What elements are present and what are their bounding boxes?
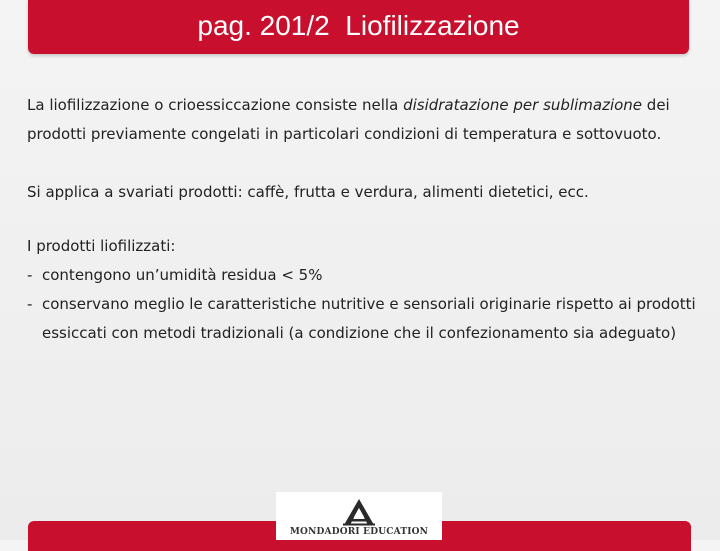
applications-paragraph: Si applica a svariati prodotti: caffè, frutta e verdura, alimenti dietetici, ecc. (27, 183, 589, 201)
publisher-logo (276, 492, 442, 540)
list-item-text: conservano meglio le caratteristiche nutritive e sensoriali originarie rispetto ai prodotti essiccati con metodi tradizionali (a condizione che il confezionamento sia adeguato) (42, 295, 696, 342)
list-item (27, 261, 697, 290)
bullet-dash: - (27, 295, 33, 313)
list-heading: I prodotti liofilizzati: (27, 237, 176, 255)
intro-emphasis: disidratazione per sublimazione (403, 96, 643, 114)
mondadori-logo-icon (341, 498, 377, 526)
page-title: pag. 201/2 Liofilizzazione (197, 10, 520, 41)
spacer (27, 149, 697, 178)
list-item (27, 290, 697, 348)
intro-text-end: dei prodotti previamente congelati in particolari condizioni di temperatura e sottovuoto. (27, 96, 670, 143)
intro-text-start: La liofilizzazione o crioessiccazione consiste nella (27, 96, 404, 114)
list-item-text: contengono un’umidità residua < 5% (42, 266, 323, 284)
bullet-dash: - (27, 266, 33, 284)
title-bar (28, 0, 689, 54)
slide-content (27, 91, 697, 348)
spacer (27, 207, 697, 232)
intro-paragraph (27, 91, 697, 149)
logo-wordmark: MONDADORI EDUCATION (289, 527, 429, 537)
